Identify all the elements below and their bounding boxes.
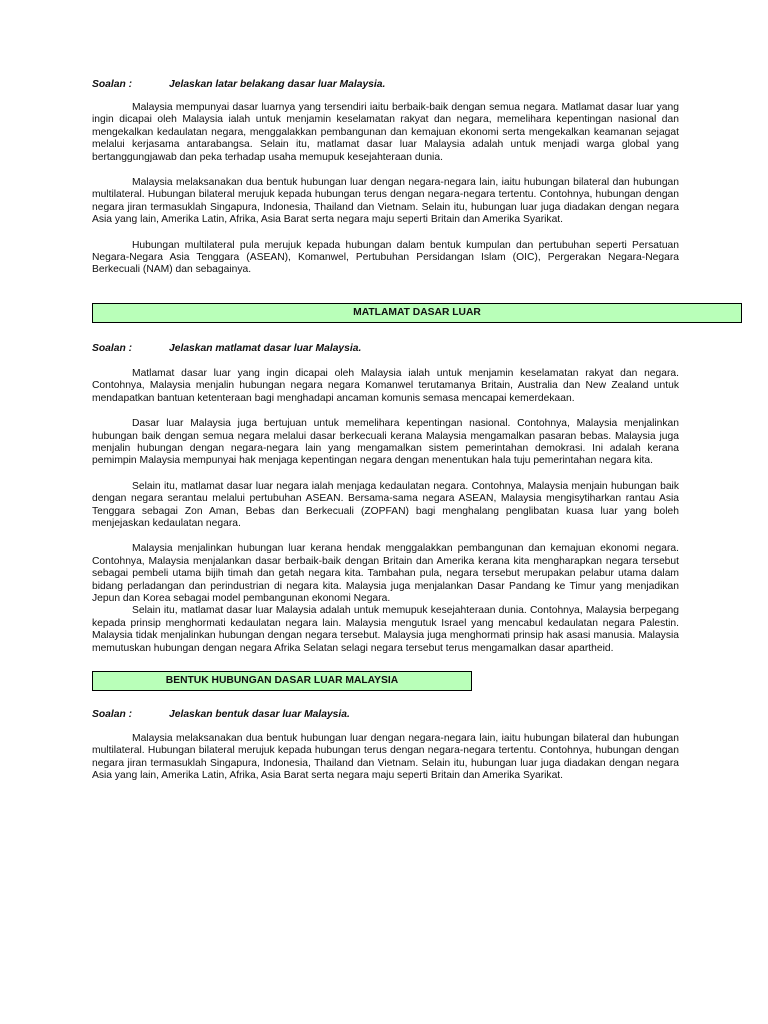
paragraph: Malaysia melaksanakan dua bentuk hubungan luar dengan negara-negara lain, iaitu hubungan bilateral dan hubungan multilateral. Hubungan bilateral merujuk kepada hubungan terus dengan negara-negara tertentu. Contohnya, hubungan dengan negara jiran termasuklah Singapura, Indonesia, Thailand dan Vietnam. Selain itu, hubungan luar juga diadakan dengan negara Asia yang lain, Amerika Latin, Afrika, Asia Barat serta negara maju seperti Britain dan Amerika Syarikat. [92,177,679,226]
document-page [92,78,679,783]
paragraph: Matlamat dasar luar yang ingin dicapai oleh Malaysia ialah untuk menjamin keselamatan rakyat dan negara. Contohnya, Malaysia menjalin hubungan negara negara Komanwel terutamanya Britain, Australia dan New Zealand untuk mendapatkan bantuan ketenteraan bagi menghadapi ancaman komunis semasa mencapai kemerdekaan. [92,367,679,404]
section-heading: MATLAMAT DASAR LUAR [92,303,742,323]
question-label: Soalan : [92,79,133,90]
question-line [92,78,679,91]
paragraph: Hubungan multilateral pula merujuk kepada hubungan dalam bentuk kumpulan dan pertubuhan seperti Persatuan Negara-Negara Asia Tenggara (ASEAN), Komanwel, Pertubuhan Persidangan Islam (OIC), Pergerakan Negara-Negara Berkecuali (NAM) dan sebagainya. [92,239,679,276]
question-line [92,708,679,721]
question-text: Jelaskan latar belakang dasar luar Malaysia. [169,79,386,90]
question-line [92,342,679,355]
paragraph: Malaysia mempunyai dasar luarnya yang tersendiri iaitu berbaik-baik dengan semua negara. Matlamat dasar luar yang ingin dicapai oleh Malaysia ialah untuk menjamin keselamatan rakyat dan negara, memelihara kepentingan nasional dan mengekalkan kedaulatan negara, menggalakkan pembangunan dan kemajuan ekonomi serta mengekalkan keamanan sejagat melalui kerjasama antarabangsa. Selain itu, matlamat dasar luar Malaysia adalah untuk menjadi warga global yang bertanggungjawab dan peka terhadap usaha memupuk kesejahteraan dunia. [92,102,679,163]
section-heading: BENTUK HUBUNGAN DASAR LUAR MALAYSIA [92,671,472,691]
question-text: Jelaskan bentuk dasar luar Malaysia. [169,709,350,720]
paragraph: Selain itu, matlamat dasar luar Malaysia adalah untuk memupuk kesejahteraan dunia. Contohnya, Malaysia berpegang kepada prinsip menghormati kedaulatan negara lain. Malaysia mengutuk Israel yang mencabul kedaulatan negara Palestin. Malaysia tidak menjalinkan hubungan dengan negara tersebut. Malaysia juga menghormati prinsip hak asasi manusia. Malaysia memutuskan hubungan dengan negara Afrika Selatan selagi negara tersebut terus mengamalkan dasar apartheid. [92,605,679,654]
paragraph: Dasar luar Malaysia juga bertujuan untuk memelihara kepentingan nasional. Contohnya, Malaysia menjalinkan hubungan baik dengan semua negara melalui dasar berkecuali kerana Malaysia mengamalkan pasaran bebas. Malaysia juga menjalin hubungan dengan negara-negara lain yang mengamalkan sistem pemerintahan demokrasi. Ini adalah kerana pemimpin Malaysia mempunyai hak menjaga kepentingan negara dengan menentukan hala tuju pemerintahan negara kita. [92,418,679,467]
paragraph: Malaysia melaksanakan dua bentuk hubungan luar dengan negara-negara lain, iaitu hubungan bilateral dan hubungan multilateral. Hubungan bilateral merujuk kepada hubungan terus dengan negara-negara tertentu. Contohnya, hubungan dengan negara jiran termasuklah Singapura, Indonesia, Thailand dan Vietnam. Selain itu, hubungan luar juga diadakan dengan negara Asia yang lain, Amerika Latin, Afrika, Asia Barat serta negara maju seperti Britain dan Amerika Syarikat. [92,733,679,782]
paragraph: Selain itu, matlamat dasar luar negara ialah menjaga kedaulatan negara. Contohnya, Malaysia menjain hubungan baik dengan negara serantau melalui pertubuhan ASEAN. Bersama-sama negara ASEAN, Malaysia mengisytiharkan rantau Asia Tenggara sebagai Zon Aman, Bebas dan Berkecuali (ZOPFAN) bagi menghalang penglibatan kuasa luar yang boleh menjejaskan kedaulatan negara. [92,480,679,529]
question-text: Jelaskan matlamat dasar luar Malaysia. [169,342,362,354]
question-label: Soalan : [92,342,133,354]
paragraph: Malaysia menjalinkan hubungan luar kerana hendak menggalakkan pembangunan dan kemajuan ekonomi negara. Contohnya, Malaysia menjalankan dasar berbaik-baik dengan Britain dan Amerika kerana kita mengharapkan negara tersebut sebagai pembeli utama bijih timah dan getah negara kita. Tambahan pula, negara tersebut merupakan pelabur utama dalam bidang perladangan dan perindustrian di negara kita. Malaysia juga menjalankan Dasar Pandang ke Timur yang menjadikan Jepun dan Korea sebagai model pembangunan ekonomi Negara. [92,543,679,604]
question-label: Soalan : [92,709,133,720]
